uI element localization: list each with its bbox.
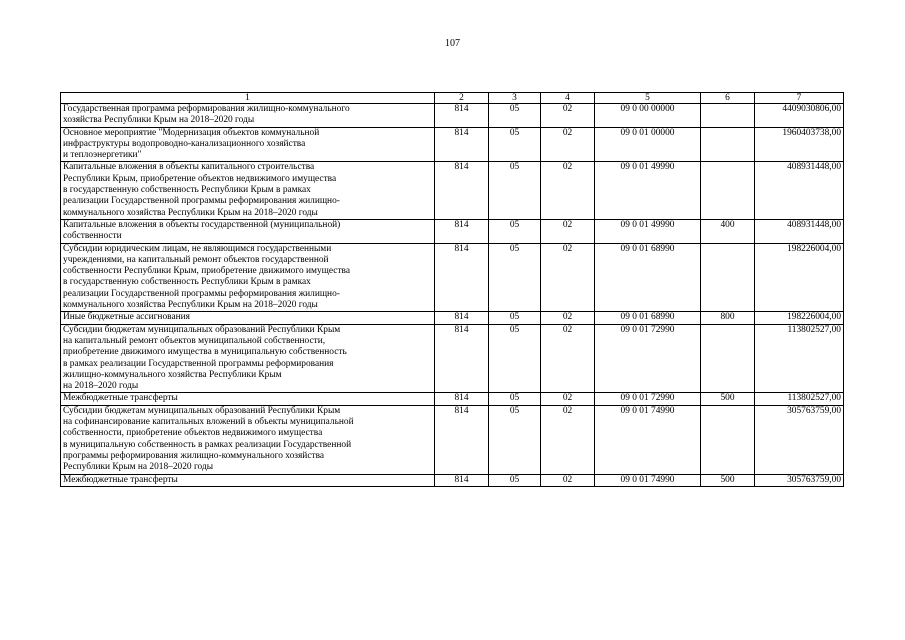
amount-cell: 113802527,00 (755, 393, 844, 405)
row-name-line: на капитальный ремонт объектов муниципальной собственности, (63, 335, 326, 346)
amount-cell: 4409030806,00 (755, 104, 844, 128)
amount-cell: 198226004,00 (755, 243, 844, 312)
section-code-cell: 05 (489, 219, 541, 243)
section-code-cell: 05 (489, 405, 541, 474)
expense-type-cell (701, 324, 755, 393)
column-header-6: 6 (701, 93, 755, 104)
column-header-2: 2 (435, 93, 489, 104)
ministry-code-cell: 814 (435, 405, 489, 474)
amount-cell: 113802527,00 (755, 324, 844, 393)
ministry-code-cell: 814 (435, 324, 489, 393)
section-code-cell: 05 (489, 474, 541, 486)
row-name-line: приобретение движимого имущества в муниципальную собственность (63, 347, 347, 358)
target-article-cell: 09 0 01 68990 (595, 312, 701, 324)
expense-type-cell: 400 (701, 219, 755, 243)
subsection-code-cell: 02 (541, 324, 595, 393)
row-name-line: Государственная программа реформирования жилищно-коммунального (63, 104, 350, 114)
expense-type-cell (701, 243, 755, 312)
row-name-line: Субсидии бюджетам муниципальных образований Республики Крым (63, 324, 341, 335)
target-article-cell: 09 0 01 72990 (595, 393, 701, 405)
ministry-code-cell: 814 (435, 243, 489, 312)
row-name-line: учреждениями, на капитальный ремонт объектов государственной (63, 254, 329, 265)
expense-type-cell (701, 104, 755, 128)
budget-table (60, 92, 844, 487)
row-name-line: собственности, приобретение объектов недвижимого имущества (63, 428, 323, 439)
row-name-cell (61, 393, 435, 405)
row-name-line: жилищно-коммунального хозяйства Республики Крым (63, 369, 282, 380)
expense-type-cell: 500 (701, 393, 755, 405)
table-row (61, 104, 844, 128)
expense-type-cell (701, 162, 755, 219)
row-name-line: реализации Государственной программы реформирования жилищно- (63, 288, 340, 299)
table-row (61, 243, 844, 312)
table-row (61, 162, 844, 219)
section-code-cell: 05 (489, 127, 541, 162)
row-name-line: Иные бюджетные ассигнования (63, 312, 190, 323)
row-name-line: Республики Крым, приобретение объектов недвижимого имущества (63, 173, 337, 184)
table-row (61, 127, 844, 162)
row-name-line: программы реформирования жилищно-коммунального хозяйства (63, 450, 325, 461)
subsection-code-cell: 02 (541, 162, 595, 219)
expense-type-cell: 500 (701, 474, 755, 486)
column-header-5: 5 (595, 93, 701, 104)
column-header-1: 1 (61, 93, 435, 104)
row-name-line: Межбюджетные трансферты (63, 393, 178, 404)
subsection-code-cell: 02 (541, 104, 595, 128)
table-row (61, 393, 844, 405)
section-code-cell: 05 (489, 312, 541, 324)
subsection-code-cell: 02 (541, 219, 595, 243)
expense-type-cell (701, 405, 755, 474)
row-name-line: Республики Крым на 2018–2020 годы (63, 462, 214, 473)
amount-cell: 408931448,00 (755, 162, 844, 219)
row-name-cell (61, 127, 435, 162)
expense-type-cell (701, 127, 755, 162)
section-code-cell: 05 (489, 243, 541, 312)
row-name-line: Субсидии юридическим лицам, не являющимся государственными (63, 243, 332, 254)
ministry-code-cell: 814 (435, 219, 489, 243)
target-article-cell: 09 0 01 49990 (595, 162, 701, 219)
column-header-3: 3 (489, 93, 541, 104)
row-name-line: коммунального хозяйства Республики Крым на 2018–2020 годы (63, 207, 318, 218)
row-name-cell (61, 312, 435, 324)
table-row (61, 405, 844, 474)
subsection-code-cell: 02 (541, 243, 595, 312)
row-name-cell (61, 219, 435, 243)
row-name-cell (61, 104, 435, 128)
row-name-line: в рамках реализации Государственной программы реформирования (63, 358, 334, 369)
table-row (61, 324, 844, 393)
section-code-cell: 05 (489, 393, 541, 405)
row-name-line: на 2018–2020 годы (63, 381, 139, 392)
column-header-4: 4 (541, 93, 595, 104)
row-name-cell (61, 405, 435, 474)
row-name-cell (61, 162, 435, 219)
section-code-cell: 05 (489, 104, 541, 128)
amount-cell: 1960403738,00 (755, 127, 844, 162)
ministry-code-cell: 814 (435, 162, 489, 219)
section-code-cell: 05 (489, 324, 541, 393)
table-row (61, 474, 844, 486)
row-name-line: хозяйства Республики Крым на 2018–2020 годы (63, 115, 255, 126)
subsection-code-cell: 02 (541, 127, 595, 162)
row-name-line: в государственную собственность Республики Крым в рамках (63, 277, 311, 288)
row-name-line: Капитальные вложения в объекты капитального строительства (63, 162, 315, 173)
target-article-cell: 09 0 00 00000 (595, 104, 701, 128)
ministry-code-cell: 814 (435, 127, 489, 162)
amount-cell: 408931448,00 (755, 219, 844, 243)
target-article-cell: 09 0 01 74990 (595, 474, 701, 486)
table-row (61, 312, 844, 324)
amount-cell: 305763759,00 (755, 405, 844, 474)
row-name-line: Субсидии бюджетам муниципальных образований Республики Крым (63, 405, 341, 416)
row-name-line: на софинансирование капитальных вложений в объекты муниципальной (63, 417, 354, 428)
amount-cell: 305763759,00 (755, 474, 844, 486)
target-article-cell: 09 0 01 00000 (595, 127, 701, 162)
subsection-code-cell: 02 (541, 312, 595, 324)
row-name-line: коммунального хозяйства Республики Крым на 2018–2020 годы (63, 300, 318, 311)
target-article-cell: 09 0 01 74990 (595, 405, 701, 474)
ministry-code-cell: 814 (435, 393, 489, 405)
row-name-line: собственности (63, 231, 122, 242)
page-number: 107 (445, 38, 460, 49)
section-code-cell: 05 (489, 162, 541, 219)
row-name-line: реализации Государственной программы реформирования жилищно- (63, 196, 340, 207)
ministry-code-cell: 814 (435, 474, 489, 486)
subsection-code-cell: 02 (541, 393, 595, 405)
table-row (61, 219, 844, 243)
row-name-line: инфраструктуры водопроводно-канализационного хозяйства (63, 138, 306, 149)
subsection-code-cell: 02 (541, 405, 595, 474)
row-name-line: Межбюджетные трансферты (63, 474, 178, 485)
row-name-line: в государственную собственность Республики Крым в рамках (63, 185, 311, 196)
row-name-line: и теплоэнергетики" (63, 150, 142, 161)
row-name-cell (61, 243, 435, 312)
target-article-cell: 09 0 01 72990 (595, 324, 701, 393)
row-name-line: в муниципальную собственность в рамках реализации Государственной (63, 439, 352, 450)
ministry-code-cell: 814 (435, 312, 489, 324)
row-name-line: собственности Республики Крым, приобретение движимого имущества (63, 266, 350, 277)
ministry-code-cell: 814 (435, 104, 489, 128)
target-article-cell: 09 0 01 68990 (595, 243, 701, 312)
expense-type-cell: 800 (701, 312, 755, 324)
row-name-line: Капитальные вложения в объекты государственной (муниципальной) (63, 219, 341, 230)
subsection-code-cell: 02 (541, 474, 595, 486)
row-name-cell (61, 474, 435, 486)
row-name-line: Основное мероприятие "Модернизация объектов коммунальной (63, 127, 320, 138)
column-header-7: 7 (755, 93, 844, 104)
row-name-cell (61, 324, 435, 393)
header-row (61, 93, 844, 104)
target-article-cell: 09 0 01 49990 (595, 219, 701, 243)
amount-cell: 198226004,00 (755, 312, 844, 324)
